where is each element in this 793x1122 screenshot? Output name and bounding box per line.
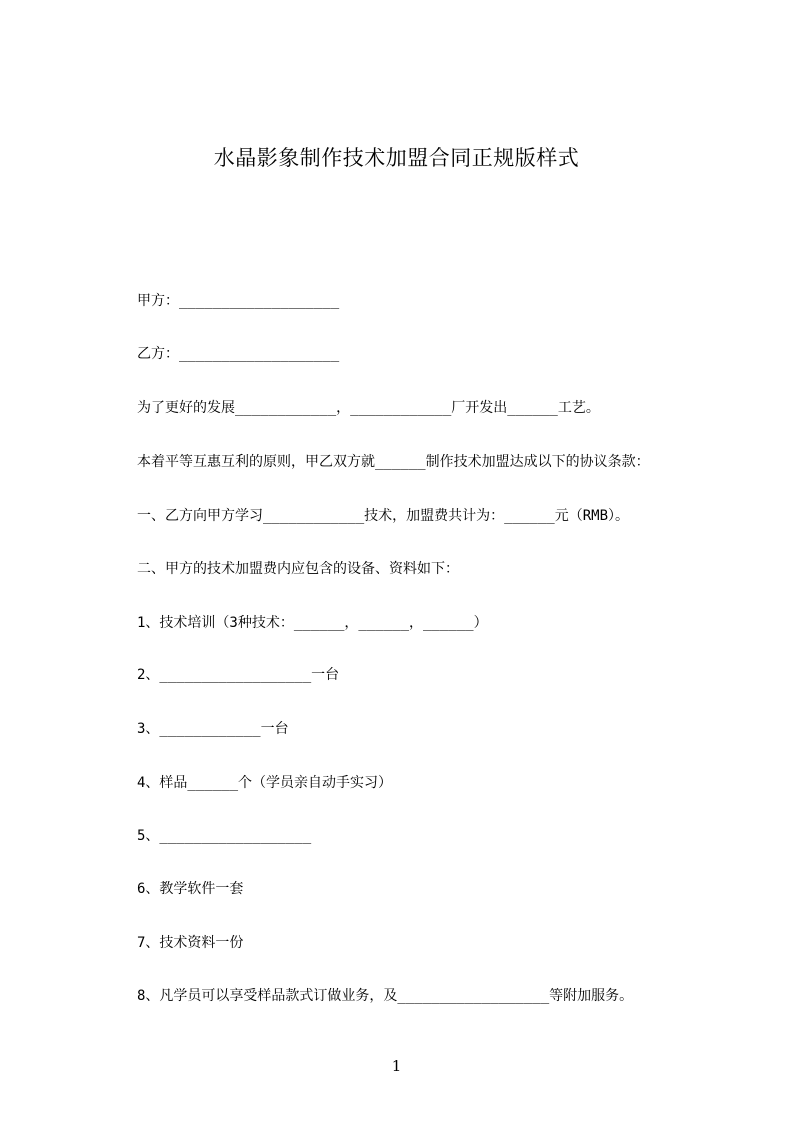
document-title: 水晶影象制作技术加盟合同正规版样式 <box>213 146 580 170</box>
agreement-line: 本着平等互惠互利的原则，甲乙双方就______制作技术加盟达成以下的协议条款： <box>137 454 650 470</box>
clause-two: 二、甲方的技术加盟费内应包含的设备、资料如下： <box>137 561 459 577</box>
list-item-7: 7、技术资料一份 <box>137 935 244 951</box>
list-item-5: 5、__________________ <box>137 828 312 844</box>
list-item-4: 4、样品______个（学员亲自动手实习） <box>137 775 393 791</box>
list-item-3: 3、____________一台 <box>137 721 289 737</box>
clause-one: 一、乙方向甲方学习____________技术，加盟费共计为：______元（RMB）。 <box>137 508 630 524</box>
party-a-line: 甲方：___________________ <box>137 293 340 309</box>
list-item-1: 1、技术培训（3种技术：______，______，______） <box>137 615 488 631</box>
page-number: 1 <box>391 1057 402 1075</box>
list-item-6: 6、教学软件一套 <box>137 881 244 897</box>
intro-line: 为了更好的发展____________，____________厂开发出______工艺。 <box>137 400 600 416</box>
list-item-2: 2、__________________一台 <box>137 667 340 683</box>
list-item-8: 8、凡学员可以享受样品款式订做业务，及__________________等附加服务。 <box>137 988 634 1004</box>
party-b-line: 乙方：___________________ <box>137 346 340 362</box>
